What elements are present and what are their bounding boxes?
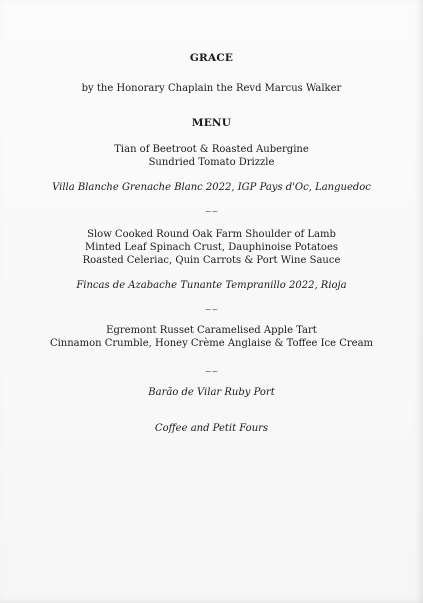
- separator-3: ~~: [204, 367, 219, 376]
- dessert-wine: Barão de Vilar Ruby Port: [148, 387, 275, 398]
- coffee-petit-fours: Coffee and Petit Fours: [154, 423, 269, 434]
- starter-line-2: Sundried Tomato Drizzle: [148, 157, 275, 168]
- dessert-line-1: Egremont Russet Caramelised Apple Tart: [106, 325, 317, 336]
- dessert-line-2: Cinnamon Crumble, Honey Crème Anglaise & Toffee Ice Cream: [49, 338, 374, 349]
- grace-heading: GRACE: [189, 52, 234, 64]
- starter-wine: Villa Blanche Grenache Blanc 2022, IGP Pays d'Oc, Languedoc: [52, 182, 371, 193]
- main-line-2: Minted Leaf Spinach Crust, Dauphinoise Potatoes: [84, 242, 338, 253]
- separator-1: ~~: [204, 207, 219, 216]
- separator-2: ~~: [204, 305, 219, 314]
- grace-byline: by the Honorary Chaplain the Revd Marcus Walker: [81, 83, 342, 94]
- main-line-3: Roasted Celeriac, Quin Carrots & Port Wine Sauce: [82, 255, 341, 266]
- starter-line-1: Tian of Beetroot & Roasted Aubergine: [114, 144, 309, 155]
- main-line-1: Slow Cooked Round Oak Farm Shoulder of Lamb: [87, 229, 336, 240]
- main-wine: Fincas de Azabache Tunante Tempranillo 2022, Rioja: [76, 280, 347, 291]
- menu-heading: MENU: [191, 117, 232, 129]
